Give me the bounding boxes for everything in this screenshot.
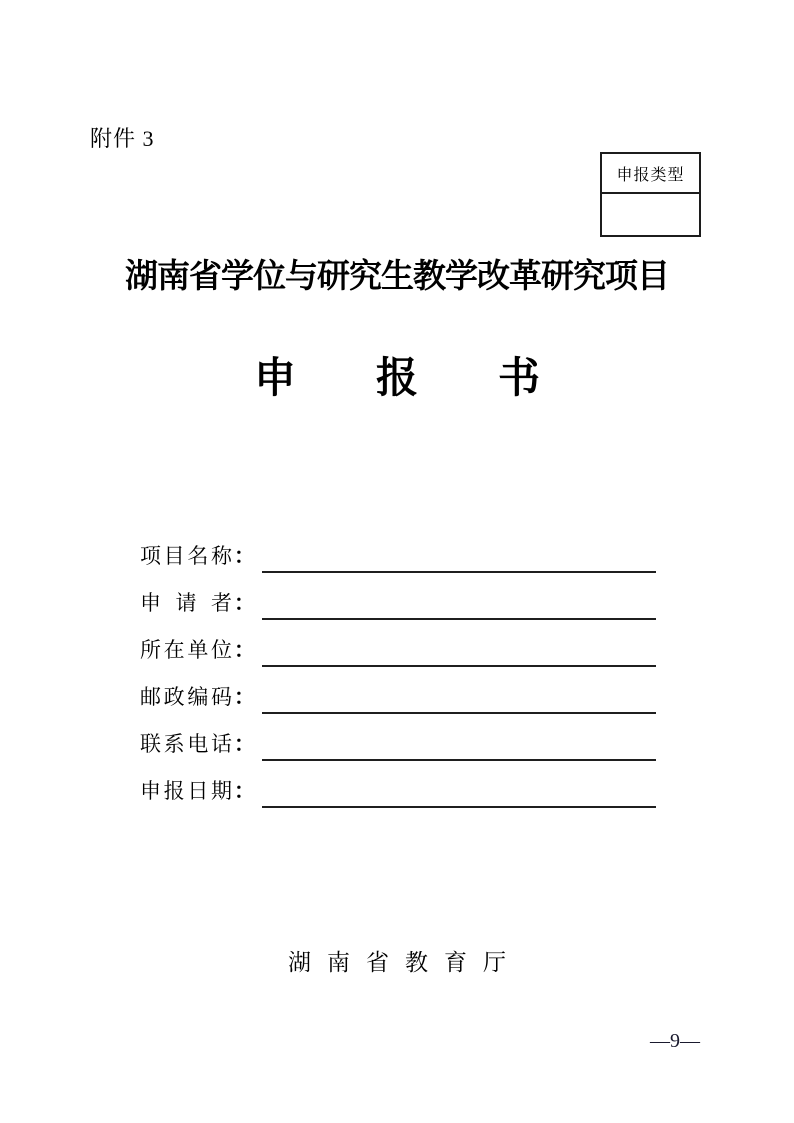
project-name-colon: ：: [234, 544, 255, 568]
application-date-colon: ：: [234, 779, 255, 803]
contact-phone-value-line: [262, 728, 656, 761]
postal-code-colon: ：: [234, 685, 255, 709]
work-unit-value-line: [262, 634, 656, 667]
applicant-colon: ：: [234, 591, 255, 615]
project-name-label: 项目名称: [140, 544, 232, 568]
field-row-applicant: [140, 587, 656, 634]
applicant-value-line: [262, 587, 656, 620]
application-date-value-line: [262, 775, 656, 808]
application-type-box: [600, 152, 701, 237]
postal-code-value-line: [262, 681, 656, 714]
attachment-label: 附件 3: [90, 126, 155, 151]
page-number: —9—: [650, 1030, 700, 1052]
application-date-label: 申报日期: [140, 779, 232, 803]
applicant-label: 申请者: [140, 591, 232, 615]
work-unit-colon: ：: [234, 638, 255, 662]
application-type-value-cell: [602, 194, 699, 237]
postal-code-label: 邮政编码: [140, 685, 232, 709]
document-main-title: 湖南省学位与研究生教学改革研究项目: [125, 259, 669, 295]
application-type-label: 申报类型: [602, 154, 699, 194]
field-row-postal-code: [140, 681, 656, 728]
field-row-contact-phone: [140, 728, 656, 775]
field-row-project-name: [140, 540, 656, 587]
contact-phone-colon: ：: [234, 732, 255, 756]
work-unit-label: 所在单位: [140, 638, 232, 662]
contact-phone-label: 联系电话: [140, 732, 232, 756]
document-sub-title: 申报书: [253, 356, 620, 402]
issuing-organization: 湖南省教育厅: [288, 950, 522, 975]
field-row-application-date: [140, 775, 656, 822]
cover-form: [140, 540, 656, 822]
project-name-value-line: [262, 540, 656, 573]
field-row-work-unit: [140, 634, 656, 681]
